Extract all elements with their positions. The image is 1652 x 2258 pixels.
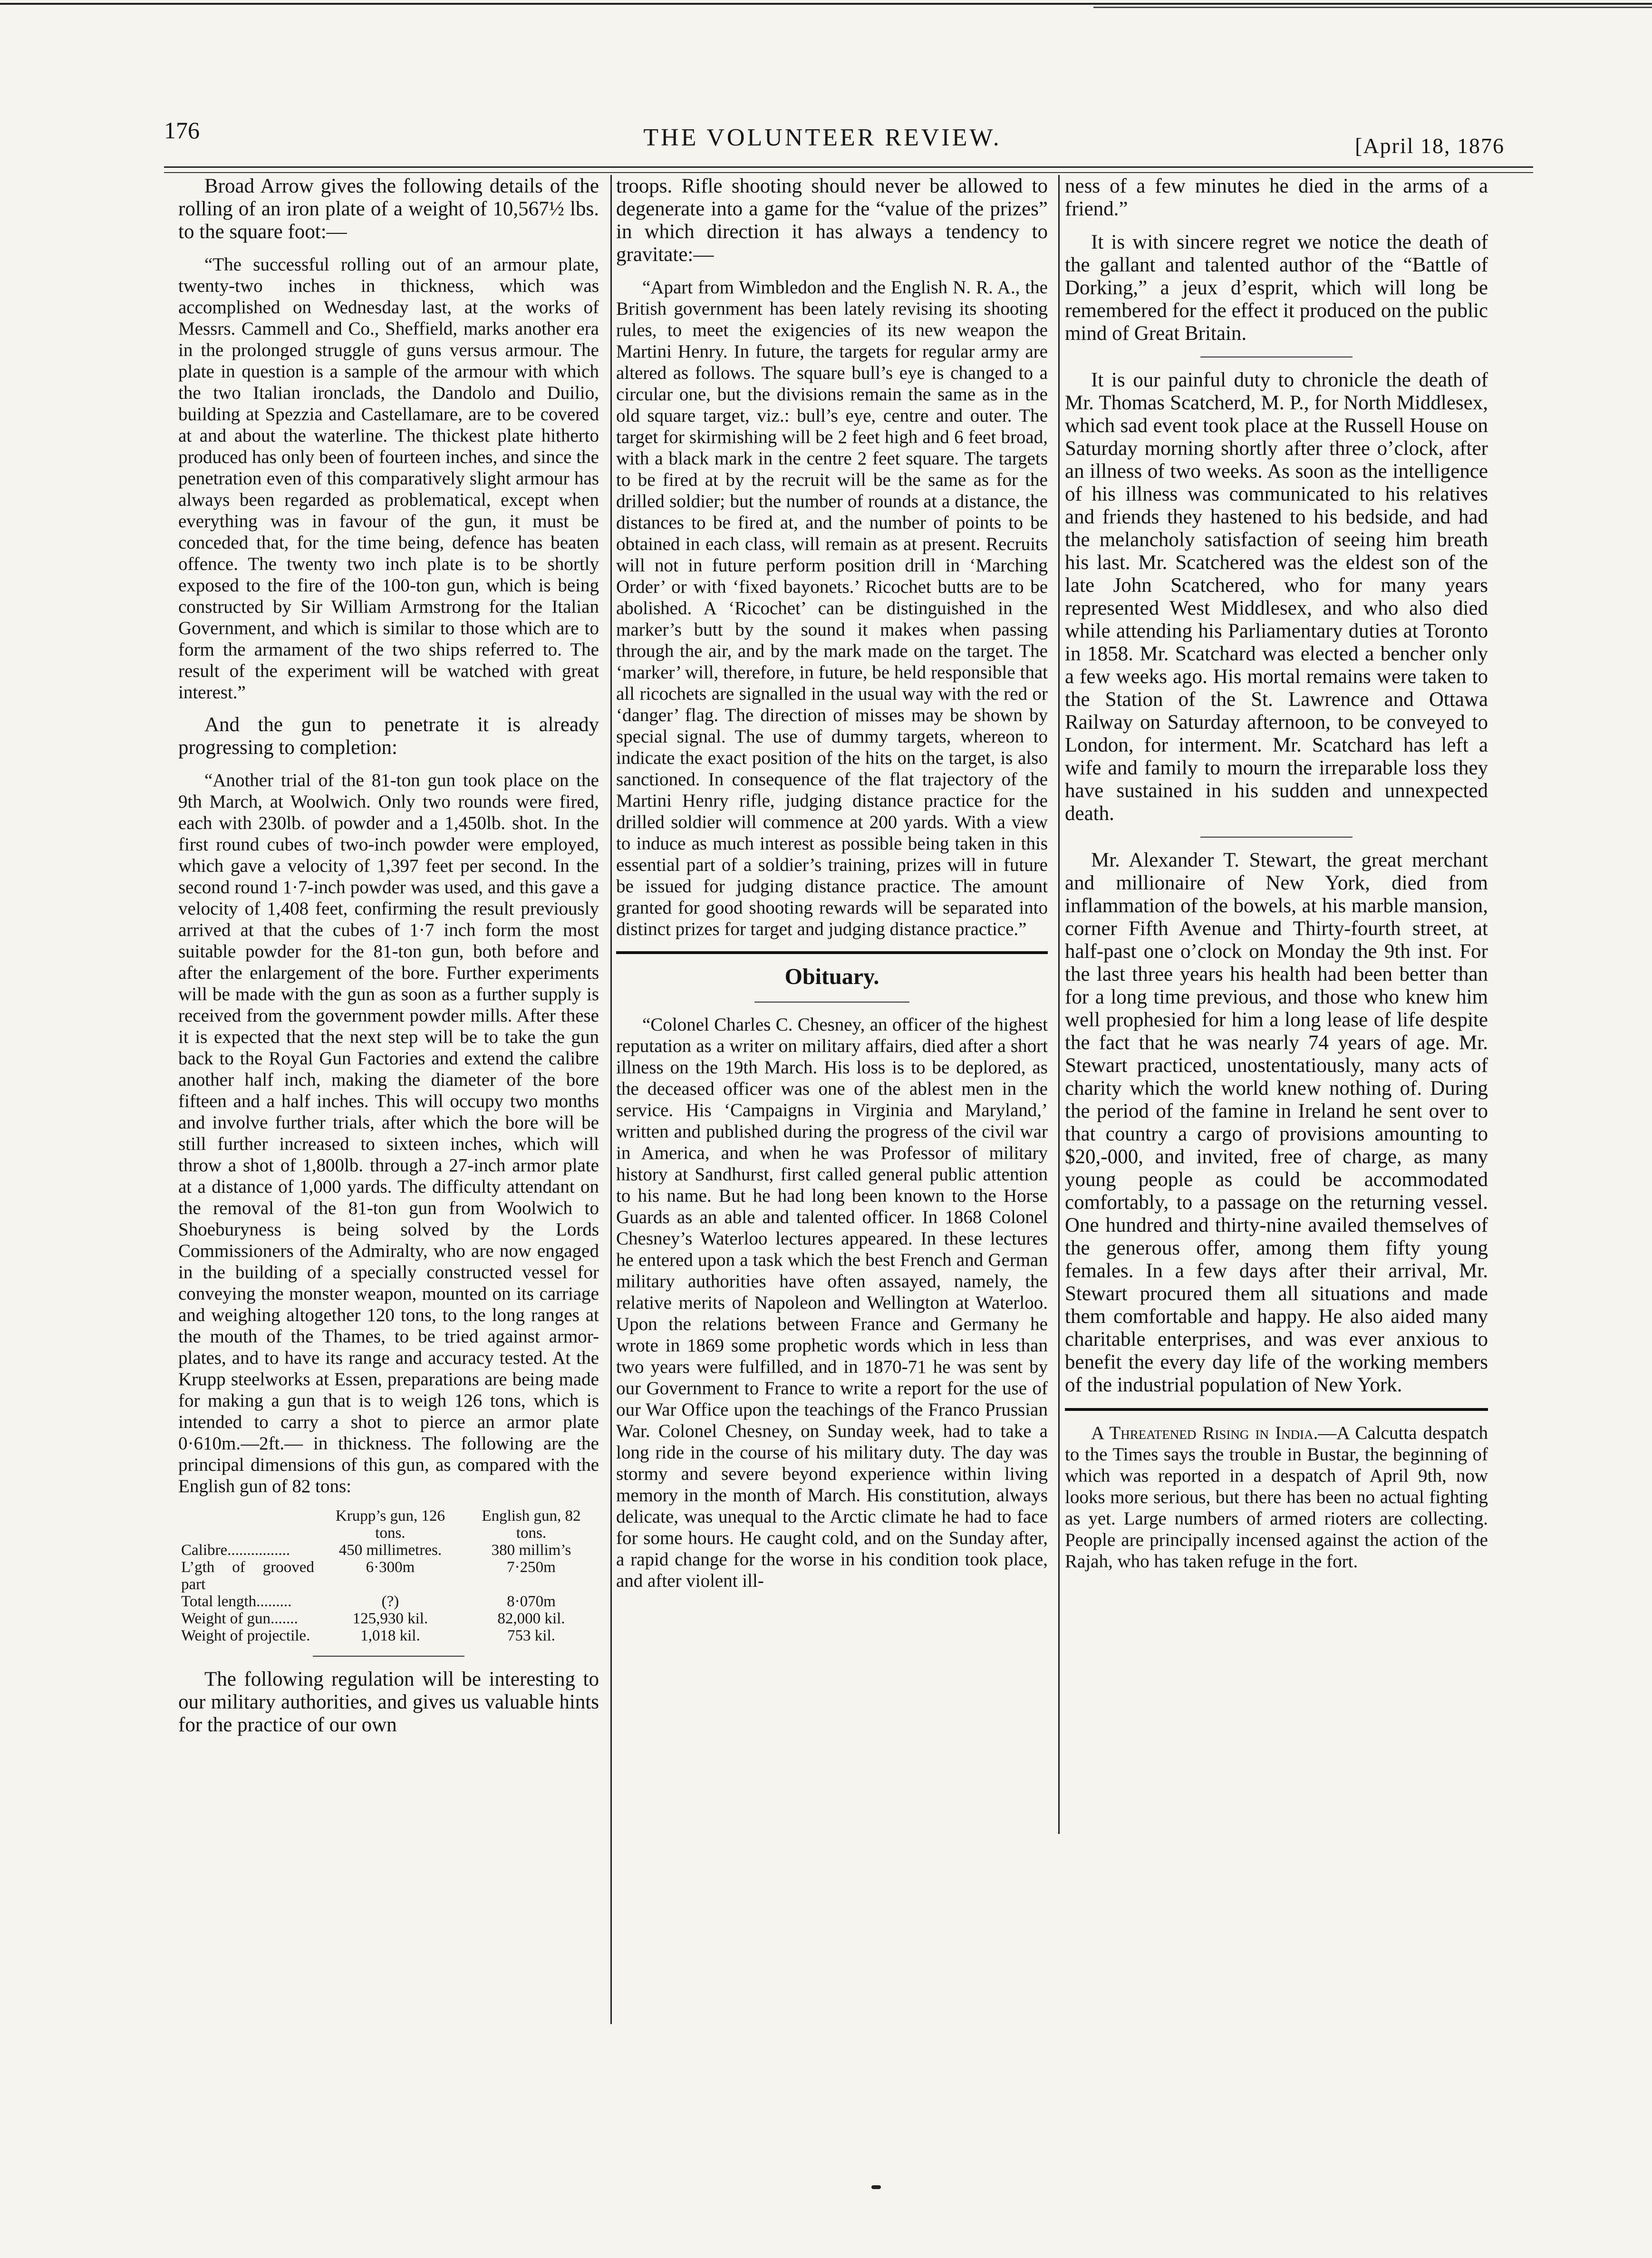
dorking-author-paragraph: It is with sincere regret we notice the death of the gallant and talented author of the “Battle of Dorking,” a jeux d’esprit, which will long be remembered for the effect it produced on the public mind of Great Britain. <box>1065 231 1488 345</box>
header-rule-2 <box>164 172 1533 173</box>
india-rising-dash: — <box>1318 1423 1337 1443</box>
table-cell: L’gth of grooved part <box>181 1559 314 1593</box>
top-border <box>0 0 1652 12</box>
armour-plate-quote: “The successful rolling out of an armour plate, twenty-two inches in thickness, which was accomplished on Wednesday last, at the works of Messrs. Cammell and Co., Sheffield, marks another era in the prolonged struggle of guns versus armour. The plate in question is a sample of the armour with which the two Italian ironclads, the Dandolo and Duilio, building at Spezzia and Castellamare, are to be covered at and about the waterline. The thickest plate hitherto produced has only been of fourteen inches, and since the penetration even of this comparatively slight armour has always been regarded as problematical, except when everything was in favour of the gun, it must be conceded that, for the time being, defence has beaten offence. The twenty two inch plate is to be shortly exposed to the fire of the 100-ton gun, which is being constructed by Sir William Armstrong for the Italian Government, and which is similar to those which are to form the armament of the two ships referred to. The result of the experiment will be watched with great interest.” <box>178 254 599 703</box>
table-cell: 7·250m <box>507 1559 556 1576</box>
newspaper-title: THE VOLUNTEER REVIEW. <box>643 124 1002 151</box>
gun-trial-quote: “Another trial of the 81-ton gun took place on the 9th March, at Woolwich. Only two rounds were fired, each with 230lb. of powder and a 1,450lb. shot. In the first round cubes of two-inch powder were employed, which gave a velocity of 1,397 feet per second. In the second round 1·7-inch powder was used, and this gave a velocity of 1,408 feet, confirming the result previously arrived at that the cubes of 1·7 inch form the most suitable powder for the 81-ton gun, both before and after the enlargement of the bore. Further experiments will be made with the gun as soon as a further supply is received from the government powder mills. After these it is expected that the next step will be to take the gun back to the Royal Gun Factories and extend the calibre another half inch, making the diameter of the bore fifteen and a half inches. This will occupy two months and involve further trials, after which the bore will be still further increased to sixteen inches, which will throw a shot of 1,800lb. through a 27-inch armor plate at a distance of 1,000 yards. The difficulty attendant on the removal of the 81-ton gun from Woolwich to Shoeburyness is being solved by the Lords Commissioners of the Admiralty, who are now engaged in the building of a specially constructed vessel for conveying the monster weapon, mounted on its carriage and weighing altogether 120 tons, to the long ranges at the mouth of the Thames, to be tried against armor-plates, and to have its range and accuracy tested. At the Krupp steelworks at Essen, preparations are being made for making a gun that is to weigh 126 tons, which is intended to carry a shot to pierce an armor plate 0·610m.—2ft.— in thickness. The following are the principal dimensions of this gun, as compared with the English gun of 82 tons: <box>178 770 599 1496</box>
table-header-cell <box>178 1507 317 1542</box>
table-cell: Total length......... <box>181 1593 292 1610</box>
stewart-obituary: Mr. Alexander T. Stewart, the great merchant and millionaire of New York, died from inflammation of the bowels, at his marble mansion, corner Fifth Avenue and Thirty-fourth street, at half-past one o’clock on Monday the 9th inst. For the last three years his health had been better than for a long time previous, and those who knew him well prophesied for him a long lease of life despite the fact that he was nearly 74 years of age. Mr. Stewart practiced, unostentatiously, many acts of charity which the world knew nothing of. During the period of the famine in Ireland he sent over to that country a cargo of provisions amounting to $20,-000, and invited, free of charge, as many young people as could be accommodated comfortably, to a passage on the returning vessel. One hundred and thirty-nine availed themselves of the generous offer, among them fifty young females. In a few days after their arrival, Mr. Stewart procured them all situations and made them comfortable and happy. He also aided many charitable enterprises, and was ever anxious to benefit the every day life of the working members of the industrial population of New York. <box>1065 849 1488 1396</box>
section-divider <box>1200 837 1353 838</box>
column-1 <box>178 175 599 1747</box>
gun-comparison-table <box>178 1507 599 1644</box>
page-number: 176 <box>164 117 200 144</box>
issue-date: [April 18, 1876 <box>1355 134 1505 158</box>
page-mark <box>871 2185 881 2189</box>
page-header <box>164 116 1505 158</box>
india-rising-title: A Threatened Rising in India. <box>1091 1423 1318 1443</box>
table-cell: Weight of gun....... <box>181 1610 298 1627</box>
regulation-intro-paragraph: The following regulation will be interesting to our military authorities, and gives us valuable hints for the practice of our own <box>178 1668 599 1736</box>
shooting-rules-quote: “Apart from Wimbledon and the English N. R. A., the British government has been lately revising its shooting rules, to meet the exigencies of its new weapon the Martini Henry. In future, the targets for regular army are altered as follows. The square bull’s eye is changed to a circular one, but the divisions remain the same as in the old square target, viz.: bull’s eye, centre and outer. The target for skirmishing will be 2 feet high and 6 feet broad, with a black mark in the centre 2 feet square. The targets to be fired at by the recruit will be the same as for the drilled soldier; but the number of rounds at a distance, the distances to be fired at, and the number of points to be obtained in each class, will remain as at present. Recruits will not in future perform position drill in ‘Marching Order’ or with ‘fixed bayonets.’ Ricochet butts are to be abolished. A ‘Ricochet’ can be distinguished in the marker’s butt by the sound it makes when passing through the air, and by the mark made on the target. The ‘marker’ will, therefore, in future, be held responsible that all ricochets are signalled in the usual way with the red or ‘danger’ flag. The direction of misses may be shown by special signal. The use of dummy targets, whereon to indicate the exact position of the hits on the target, is also sanctioned. In consequence of the flat trajectory of the Martini Henry rifle, judging distance practice for the drilled soldier will commence at 200 yards. With a view to induce as much interest as possible being taken in this essential part of a soldier’s training, prizes will in future be issued for judging distance practice. The amount granted for good shooting rewards will be separated into distinct prizes for target and judging distance practice.” <box>616 277 1048 939</box>
table-cell: 753 kil. <box>507 1627 555 1644</box>
table-cell: Weight of projectile. <box>181 1627 310 1644</box>
gun-intro-paragraph: And the gun to penetrate it is already progressing to completion: <box>178 714 599 759</box>
column-3 <box>1065 175 1488 1583</box>
obituary-heading: Obituary. <box>784 964 879 989</box>
table-cell: 82,000 kil. <box>497 1610 565 1627</box>
table-row <box>178 1627 599 1644</box>
table-cell: 380 millim’s <box>491 1542 571 1559</box>
table-cell: 1,018 kil. <box>360 1627 420 1644</box>
section-divider <box>313 1656 464 1657</box>
table-header-row <box>178 1507 599 1542</box>
table-header-cell: English gun, 82 tons. <box>482 1507 581 1542</box>
chesney-obituary: “Colonel Charles C. Chesney, an officer of the highest reputation as a writer on military affairs, died after a short illness on the 19th March. His loss is to be deplored, as the deceased officer was one of the ablest men in the service. His ‘Campaigns in Virginia and Maryland,’ written and published during the progress of the civil war in America, and when he was Professor of military history at Sandhurst, first called general public attention to his name. But he had long been known to the Horse Guards as an able and talented officer. In 1868 Colonel Chesney’s Waterloo lectures appeared. In these lectures he entered upon a task which the best French and German military authorities have often assayed, namely, the relative merits of Napoleon and Wellington at Waterloo. Upon the relations between France and Germany he wrote in 1869 some prophetic words which in less than two years were fulfilled, and in 1870-71 he was sent by our Government to France to write a report for the use of our War Office upon the teachings of the Franco Prussian War. Colonel Chesney, on Sunday week, had to take a long ride in the course of his military duty. The day was stormy and severe beyond experience within living memory in the month of March. His constitution, always delicate, was unequal to the Arctic climate he had to face for some hours. He caught cold, and on the Sunday after, a rapid change for the worse in his condition took place, and after violent ill- <box>616 1014 1048 1591</box>
table-cell: 450 millimetres. <box>338 1542 442 1559</box>
chesney-obituary-end: ness of a few minutes he died in the arms of a friend.” <box>1065 175 1488 220</box>
rifle-shooting-paragraph: troops. Rifle shooting should never be allowed to degenerate into a game for the “value of the prizes” in which direction it has always a tendency to gravitate:— <box>616 175 1048 266</box>
column-2 <box>616 175 1048 1602</box>
scatcherd-obituary: It is our painful duty to chronicle the death of Mr. Thomas Scatcherd, M. P., for North Middlesex, which sad event took place at the Russell House on Saturday morning shortly after three o’clock, after an illness of two weeks. As soon as the intelligence of his illness was communicated to his relatives and friends they hastened to his bedside, and had the melancholy satisfaction of seeing him breath his last. Mr. Scatchered was the eldest son of the late John Scatchered, who for many years represented West Middlesex, and who also died while attending his Parliamentary duties at Toronto in 1858. Mr. Scatchard was elected a bencher only a few weeks ago. His mortal remains were taken to the Station of the St. Lawrence and Ottawa Railway on Saturday afternoon, to be conveyed to London, for interment. Mr. Scatchard has left a wife and family to mourn the irreparable loss they have sustained in his sudden and unnexpected death. <box>1065 369 1488 825</box>
header-rule <box>164 166 1533 168</box>
table-cell: Calibre................ <box>181 1542 290 1559</box>
india-rising-body: A Calcutta despatch to the Times says the trouble in Bustar, the beginning of which was reported in a despatch of April 9th, now looks more serious, but there has been no actual fighting as yet. Large numbers of armed rioters are collecting. People are principally incensed against the action of the Rajah, who has taken refuge in the fort. <box>1065 1423 1488 1572</box>
column-divider-1 <box>610 175 612 2024</box>
obituary-rule <box>616 951 1048 954</box>
table-row <box>178 1542 599 1559</box>
india-rule <box>1065 1408 1488 1411</box>
intro-paragraph: Broad Arrow gives the following details of the rolling of an iron plate of a weight of 10,567½ lbs. to the square foot:— <box>178 175 599 243</box>
table-cell: 125,930 kil. <box>352 1610 428 1627</box>
heading-underline <box>754 1002 910 1003</box>
table-row <box>178 1610 599 1627</box>
table-cell: 6·300m <box>366 1559 415 1576</box>
india-rising-paragraph <box>1065 1422 1488 1572</box>
table-header-cell: Krupp’s gun, 126 tons. <box>335 1507 445 1542</box>
table-cell: (?) <box>381 1593 399 1610</box>
table-row <box>178 1559 599 1593</box>
table-cell: 8·070m <box>507 1593 556 1610</box>
column-divider-2 <box>1058 175 1060 1834</box>
table-row <box>178 1593 599 1610</box>
